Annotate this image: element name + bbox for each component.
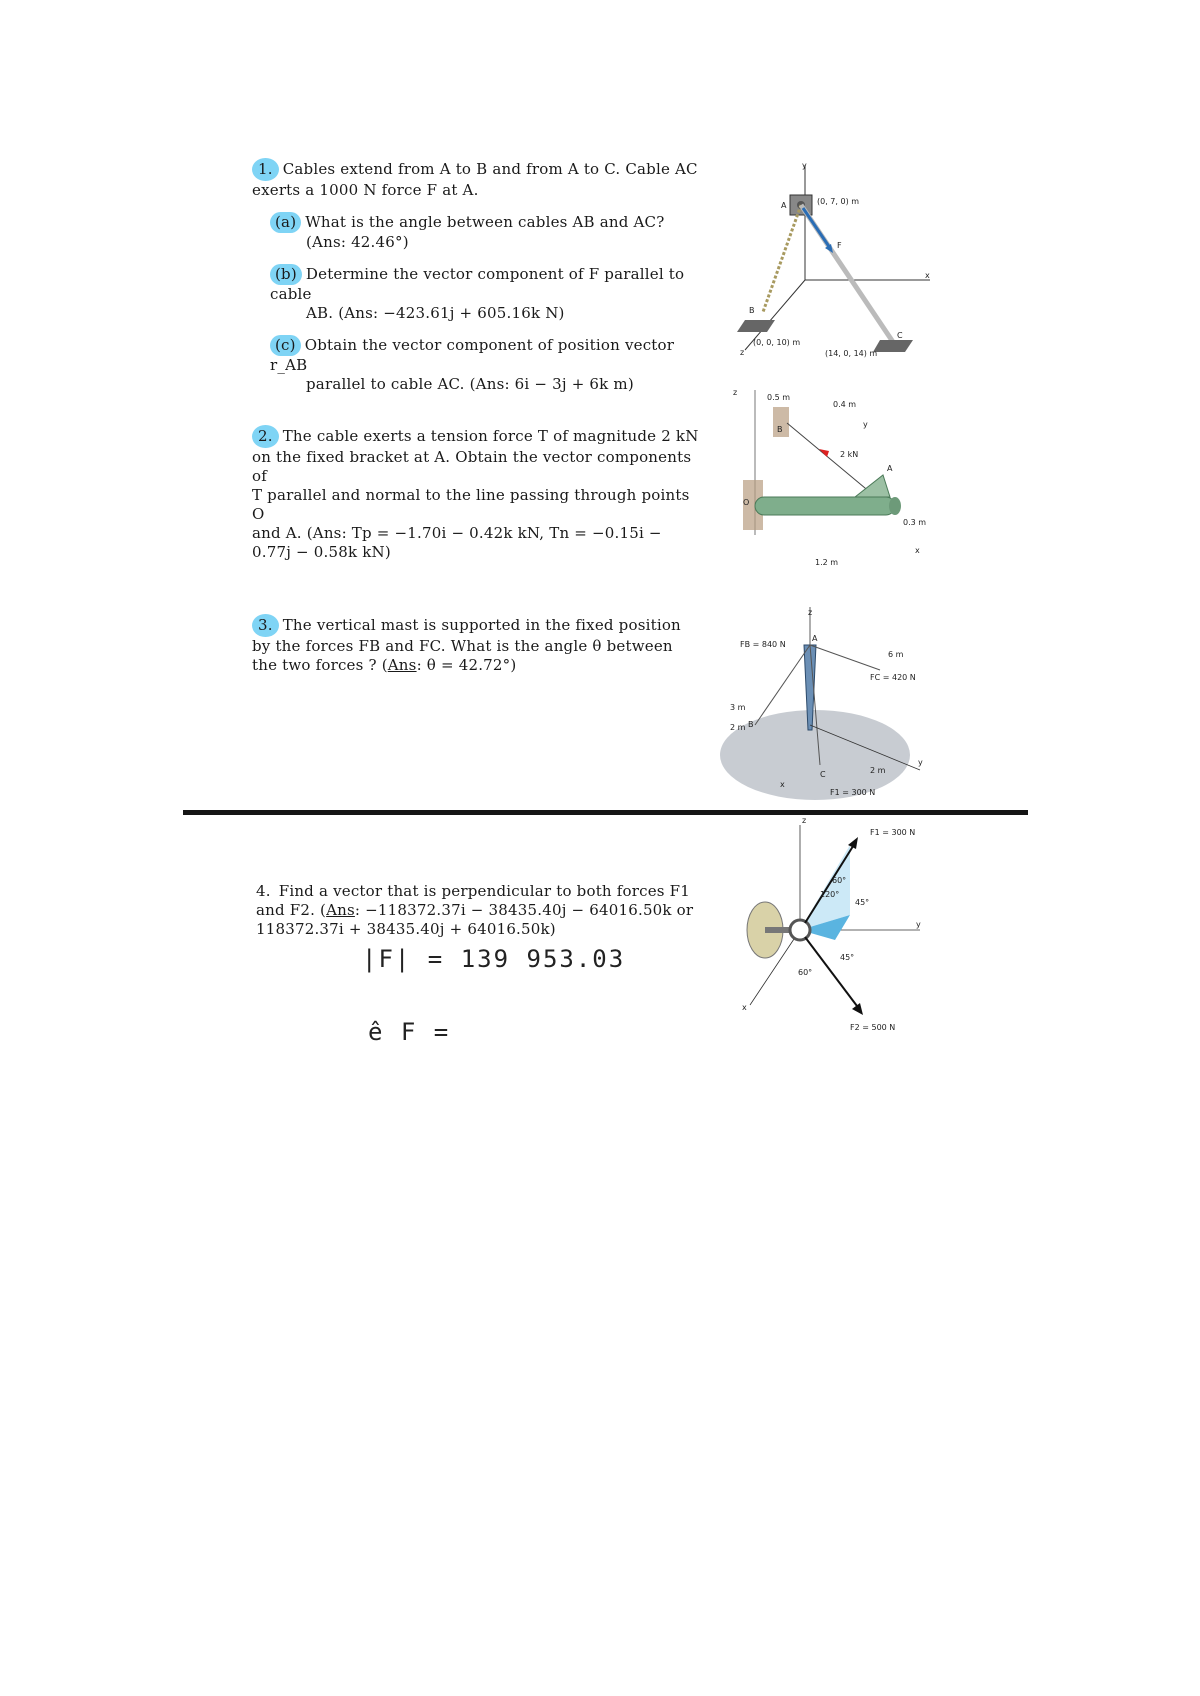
- q1-line1: 1. Cables extend from A to B and from A to C. Cable AC: [252, 158, 702, 181]
- fig1-label-f: F: [837, 241, 842, 250]
- fig1-axis-x: x: [925, 271, 930, 280]
- fig4-angle3: 45°: [855, 898, 870, 907]
- fig1-coord-c: (14, 0, 14) m: [825, 349, 878, 358]
- fig3-label-a: A: [812, 634, 818, 643]
- fig3-axis-z: z: [808, 608, 813, 617]
- fig3-axis-x: x: [780, 780, 785, 789]
- fig4-angle5: 60°: [798, 968, 813, 977]
- figure-1-cables: [735, 160, 935, 370]
- q1a: (a) What is the angle between cables AB and AC? (Ans: 42.46°): [270, 212, 702, 252]
- figure-2-bracket: [715, 385, 935, 585]
- fig3-dim-b: 2 m: [730, 723, 746, 732]
- fig4-f1-top: F1 = 300 N: [830, 788, 876, 797]
- q1c: (c) Obtain the vector component of position vector r_AB parallel to cable AC. (Ans: 6i − 3j + 6k m): [270, 336, 675, 393]
- q3-number: 3.: [252, 614, 279, 637]
- q3-block: 3. The vertical mast is supported in the fixed position by the forces FB and FC. What is the angle θ between the two forces ? (Ans: θ = 42.72°): [252, 616, 681, 674]
- fig4-f2: F2 = 500 N: [850, 1023, 896, 1032]
- figure-3-mast: [720, 605, 930, 800]
- fig4-f1: F1 = 300 N: [870, 828, 916, 837]
- q1-block: [252, 158, 702, 394]
- figure-4-forces: [720, 785, 930, 1040]
- fig4-angle1: 60°: [832, 876, 847, 885]
- fig3-axis-y: y: [918, 758, 923, 767]
- q4-number: 4.: [256, 882, 271, 900]
- fig2-dim3: 0.3 m: [903, 518, 927, 527]
- q2-block: 2. The cable exerts a tension force T of magnitude 2 kN on the fixed bracket at A. Obtain the vector components of T parallel and normal to the line passing through points O and A. (Ans: Tp = −1.70i − 0.42k kN, Tn = −0.15i − 0.77j − 0.58k kN): [252, 427, 699, 561]
- q1a-label: (a): [270, 212, 301, 233]
- fig2-axis-z: z: [733, 388, 738, 397]
- handwritten-unit-vector: ê F =: [368, 1018, 451, 1046]
- fig3-fb: FB = 840 N: [740, 640, 786, 649]
- fig3-label-b: B: [748, 720, 754, 729]
- q1b-label: (b): [270, 264, 302, 285]
- q1-line2: exerts a 1000 N force F at A.: [252, 181, 479, 199]
- fig2-axis-x: x: [915, 546, 920, 555]
- fig1-label-b: B: [749, 306, 755, 315]
- fig2-dim1: 0.5 m: [767, 393, 791, 402]
- fig4-angle4: 45°: [840, 953, 855, 962]
- q2-number: 2.: [252, 425, 279, 448]
- fig3-height: 6 m: [888, 650, 904, 659]
- fig1-label-a: A: [781, 201, 787, 210]
- handwritten-magnitude: |F| = 139 953.03: [362, 945, 626, 973]
- fig2-axis-y: y: [863, 420, 868, 429]
- fig4-axis-y: y: [916, 920, 921, 929]
- fig3-dim-a: 3 m: [730, 703, 746, 712]
- fig2-label-b: B: [777, 425, 783, 434]
- fig3-dim-c: 2 m: [870, 766, 886, 775]
- fig1-axis-z: z: [740, 348, 745, 357]
- fig1-axis-y: y: [802, 161, 807, 170]
- fig2-dim4: 1.2 m: [815, 558, 839, 567]
- q1b: (b) Determine the vector component of F parallel to cable AB. (Ans: −423.61j + 605.16k N): [270, 265, 685, 322]
- fig4-axis-x: x: [742, 1003, 747, 1012]
- fig1-coord-b: (0, 0, 10) m: [753, 338, 801, 347]
- fig3-label-c: C: [820, 770, 826, 779]
- fig1-label-c: C: [897, 331, 903, 340]
- q1c-label: (c): [270, 335, 301, 356]
- q1-number: 1.: [252, 158, 279, 181]
- fig2-label-a: A: [887, 464, 893, 473]
- fig3-fc: FC = 420 N: [870, 673, 916, 682]
- fig2-label-o: O: [743, 498, 750, 507]
- q4-block: 4. Find a vector that is perpendicular to both forces F1 and F2. (Ans: −118372.37i − 38435.40j − 64016.50k or 118372.37i + 38435.40j + 64016.50k): [256, 882, 694, 938]
- fig4-angle2: 120°: [820, 890, 840, 899]
- fig4-axis-z: z: [802, 816, 807, 825]
- fig1-coord-a: (0, 7, 0) m: [817, 197, 860, 206]
- fig2-dim2: 0.4 m: [833, 400, 857, 409]
- fig2-force: 2 kN: [840, 450, 859, 459]
